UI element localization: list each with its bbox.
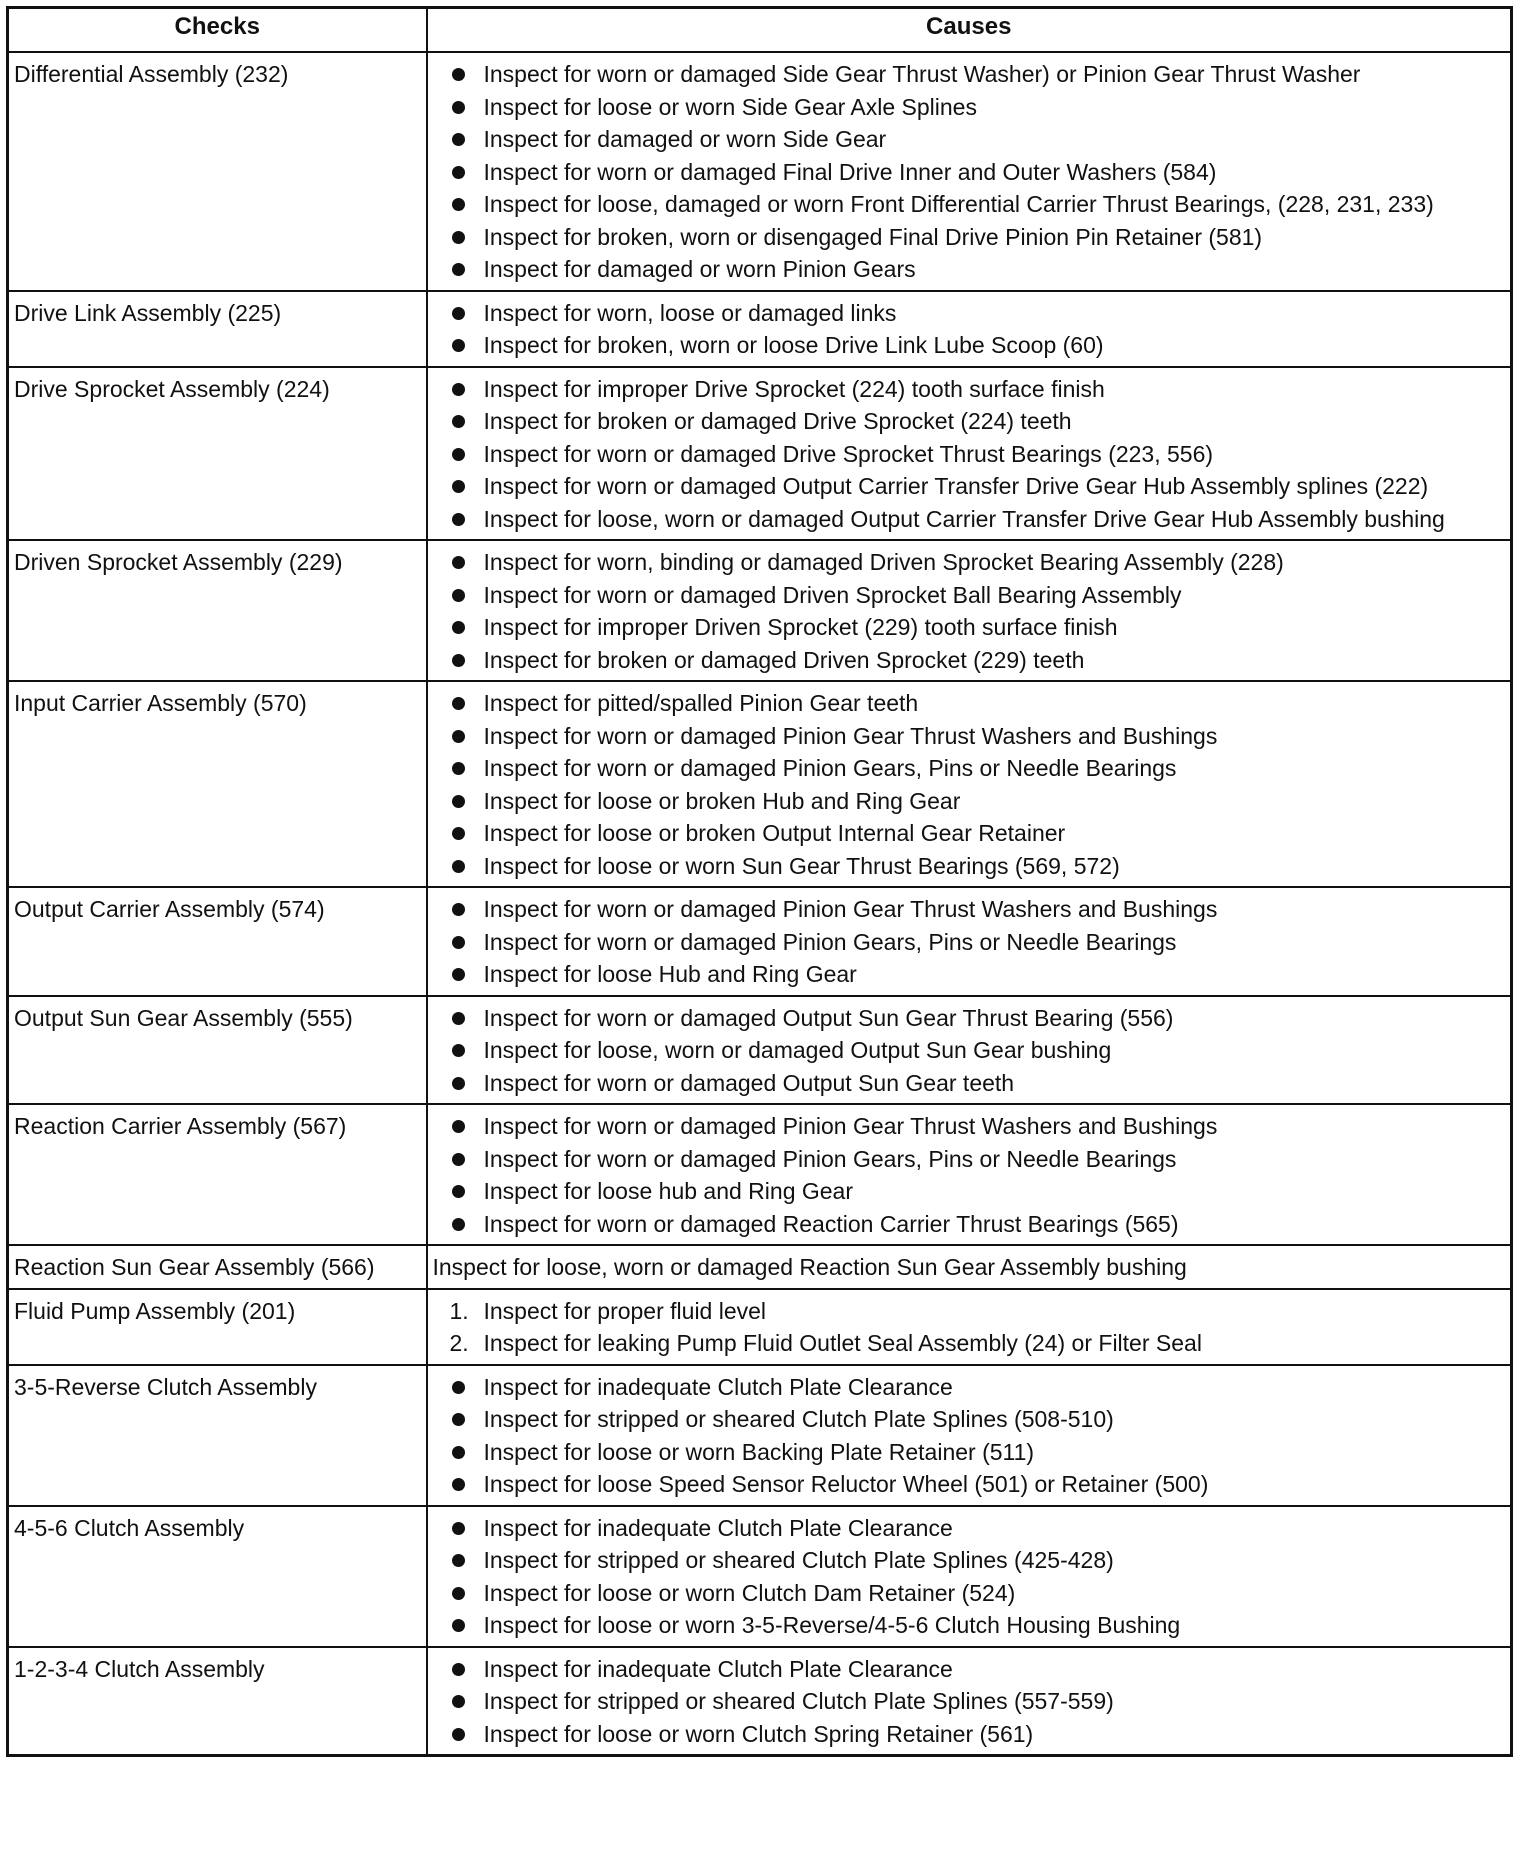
- cause-text: Inspect for worn or damaged Pinion Gears, Pins or Needle Bearings: [483, 928, 1177, 955]
- list-item: [428, 1295, 1503, 1328]
- list-item: [428, 644, 1503, 677]
- list-number: 2.: [449, 1330, 469, 1356]
- causes-cell: [427, 1506, 1512, 1647]
- causes-cell: [427, 540, 1512, 681]
- check-cell: Reaction Sun Gear Assembly (566): [8, 1245, 427, 1289]
- cause-text: Inspect for worn or damaged Output Sun Gear Thrust Bearing (556): [483, 1004, 1174, 1031]
- list-item: [428, 1403, 1503, 1436]
- cause-text: Inspect for worn or damaged Output Carrier Transfer Drive Gear Hub Assembly splines (222): [483, 473, 1429, 499]
- cause-text: Inspect for loose, worn or damaged Output Carrier Transfer Drive Gear Hub Assembly bushing: [483, 505, 1445, 532]
- cause-text: Inspect for worn or damaged Side Gear Thrust Washer) or Pinion Gear Thrust Washer: [483, 61, 1361, 87]
- list-item: [428, 687, 1503, 720]
- list-item: [428, 253, 1503, 286]
- bullet-list: [428, 373, 1503, 536]
- cause-text: Inspect for loose or worn Side Gear Axle Splines: [483, 93, 977, 120]
- table-row: [8, 540, 1512, 681]
- cause-text: Inspect for loose or broken Hub and Ring Gear: [483, 787, 961, 814]
- cause-text: Inspect for broken, worn or disengaged Final Drive Pinion Pin Retainer (581): [483, 223, 1263, 250]
- table-row: [8, 291, 1512, 367]
- cause-text: Inspect for inadequate Clutch Plate Clearance: [483, 1514, 953, 1541]
- cause-text: Inspect for loose or worn Clutch Spring Retainer (561): [483, 1720, 1034, 1747]
- bullet-list: [428, 1002, 1503, 1100]
- list-item: [428, 1718, 1503, 1751]
- list-item: [428, 958, 1503, 991]
- cause-text: Inspect for loose or worn 3-5-Reverse/4-5-6 Clutch Housing Bushing: [483, 1612, 1181, 1638]
- check-cell: Driven Sprocket Assembly (229): [8, 540, 427, 681]
- list-item: [428, 850, 1503, 883]
- table-row: [8, 367, 1512, 541]
- bullet-list: [428, 546, 1503, 676]
- cause-text: Inspect for loose or worn Clutch Dam Retainer (524): [483, 1579, 1016, 1606]
- causes-cell: [427, 1104, 1512, 1245]
- causes-cell: [427, 996, 1512, 1105]
- check-cell: Drive Link Assembly (225): [8, 291, 427, 367]
- causes-cell: [427, 1245, 1512, 1289]
- causes-cell: [427, 52, 1512, 291]
- list-item: [428, 156, 1503, 189]
- causes-cell: [427, 367, 1512, 541]
- cause-text: Inspect for loose or worn Backing Plate Retainer (511): [483, 1438, 1035, 1465]
- list-item: [428, 1653, 1503, 1686]
- checks-header: Checks: [8, 8, 427, 53]
- list-item: [428, 1067, 1503, 1100]
- cause-text: Inspect for worn or damaged Output Sun Gear teeth: [483, 1069, 1015, 1096]
- list-item: [428, 1468, 1503, 1501]
- cause-text: Inspect for damaged or worn Pinion Gears: [483, 256, 916, 282]
- list-item: [428, 1327, 1503, 1360]
- table-row: [8, 996, 1512, 1105]
- list-item: [428, 926, 1503, 959]
- bullet-list: [428, 1512, 1503, 1642]
- cause-text: Inspect for loose Speed Sensor Reluctor Wheel (501) or Retainer (500): [483, 1471, 1209, 1497]
- list-item: [428, 1110, 1503, 1143]
- table-row: [8, 1506, 1512, 1647]
- causes-cell: [427, 887, 1512, 996]
- causes-cell: [427, 291, 1512, 367]
- list-item: [428, 579, 1503, 612]
- list-item: [428, 1609, 1503, 1642]
- list-item: [428, 1175, 1503, 1208]
- list-item: [428, 1034, 1503, 1067]
- bullet-list: [428, 893, 1503, 991]
- cause-text: Inspect for stripped or sheared Clutch Plate Splines (557-559): [483, 1688, 1114, 1714]
- cause-text: Inspect for improper Driven Sprocket (229) tooth surface finish: [483, 614, 1118, 640]
- table-row: [8, 52, 1512, 291]
- list-item: [428, 1436, 1503, 1469]
- list-item: [428, 752, 1503, 785]
- list-item: [428, 405, 1503, 438]
- cause-text: Inspect for loose Hub and Ring Gear: [483, 961, 857, 987]
- check-cell: Drive Sprocket Assembly (224): [8, 367, 427, 541]
- list-item: [428, 1577, 1503, 1610]
- list-item: [428, 438, 1503, 471]
- cause-text: Inspect for worn or damaged Pinion Gears, Pins or Needle Bearings: [483, 1145, 1177, 1172]
- bullet-list: [428, 687, 1503, 882]
- table-row: [8, 681, 1512, 887]
- bullet-list: [428, 58, 1503, 286]
- cause-text: Inspect for loose, worn or damaged Output Sun Gear bushing: [483, 1037, 1112, 1063]
- list-item: [428, 1544, 1503, 1577]
- table-row: [8, 1104, 1512, 1245]
- check-cell: Output Carrier Assembly (574): [8, 887, 427, 996]
- list-item: [428, 893, 1503, 926]
- bullet-list: [428, 1653, 1503, 1751]
- cause-text: Inspect for pitted/spalled Pinion Gear teeth: [483, 690, 919, 716]
- check-cell: Reaction Carrier Assembly (567): [8, 1104, 427, 1245]
- table-row: [8, 1365, 1512, 1506]
- cause-text: Inspect for worn, binding or damaged Driven Sprocket Bearing Assembly (228): [483, 549, 1284, 575]
- list-item: [428, 91, 1503, 124]
- cause-text: Inspect for leaking Pump Fluid Outlet Seal Assembly (24) or Filter Seal: [483, 1330, 1202, 1356]
- cause-text: Inspect for worn, loose or damaged links: [483, 299, 897, 326]
- list-item: [428, 1208, 1503, 1241]
- header-row: [8, 8, 1512, 53]
- list-item: [428, 546, 1503, 579]
- list-item: [428, 1143, 1503, 1176]
- list-item: [428, 329, 1503, 362]
- list-number: 1.: [449, 1297, 469, 1324]
- cause-text: Inspect for inadequate Clutch Plate Clearance: [483, 1373, 953, 1400]
- list-item: [428, 1002, 1503, 1035]
- cause-text: Inspect for inadequate Clutch Plate Clearance: [483, 1655, 953, 1682]
- cause-text: Inspect for loose, damaged or worn Front Differential Carrier Thrust Bearings, (228, 231, 233): [483, 191, 1434, 217]
- cause-text: Inspect for worn or damaged Pinion Gear Thrust Washers and Bushings: [483, 896, 1218, 922]
- list-item: [428, 1371, 1503, 1404]
- cause-text: Inspect for damaged or worn Side Gear: [483, 126, 887, 152]
- list-item: [428, 373, 1503, 406]
- causes-cell: [427, 1365, 1512, 1506]
- cause-text: Inspect for loose or worn Sun Gear Thrust Bearings (569, 572): [483, 852, 1120, 879]
- cause-text: Inspect for broken or damaged Drive Sprocket (224) teeth: [483, 408, 1072, 434]
- cause-text: Inspect for worn or damaged Reaction Carrier Thrust Bearings (565): [483, 1210, 1179, 1237]
- causes-cell: [427, 681, 1512, 887]
- list-item: [428, 123, 1503, 156]
- check-cell: Input Carrier Assembly (570): [8, 681, 427, 887]
- cause-text: Inspect for worn or damaged Final Drive Inner and Outer Washers (584): [483, 158, 1217, 185]
- check-cell: 3-5-Reverse Clutch Assembly: [8, 1365, 427, 1506]
- list-item: [428, 1512, 1503, 1545]
- diagnostic-table: [6, 6, 1513, 1757]
- cause-text: Inspect for broken or damaged Driven Sprocket (229) teeth: [483, 646, 1085, 673]
- check-cell: Differential Assembly (232): [8, 52, 427, 291]
- cause-text: Inspect for worn or damaged Pinion Gears, Pins or Needle Bearings: [483, 755, 1177, 781]
- list-item: [428, 297, 1503, 330]
- cause-text: Inspect for stripped or sheared Clutch Plate Splines (508-510): [483, 1406, 1114, 1432]
- list-item: [428, 503, 1503, 536]
- table-row: [8, 1245, 1512, 1289]
- numbered-list: [428, 1295, 1503, 1360]
- bullet-list: [428, 1371, 1503, 1501]
- list-item: [428, 470, 1503, 503]
- cause-text: Inspect for stripped or sheared Clutch Plate Splines (425-428): [483, 1547, 1114, 1573]
- bullet-list: [428, 1110, 1503, 1240]
- list-item: [428, 1685, 1503, 1718]
- list-item: [428, 221, 1503, 254]
- table-row: [8, 1289, 1512, 1365]
- list-item: [428, 611, 1503, 644]
- list-item: [428, 785, 1503, 818]
- causes-header: Causes: [427, 8, 1512, 53]
- cause-text: Inspect for loose or broken Output Internal Gear Retainer: [483, 820, 1066, 846]
- cause-text: Inspect for improper Drive Sprocket (224) tooth surface finish: [483, 375, 1105, 402]
- page: [6, 6, 1516, 1757]
- causes-cell: [427, 1647, 1512, 1756]
- bullet-list: [428, 297, 1503, 362]
- check-cell: 1-2-3-4 Clutch Assembly: [8, 1647, 427, 1756]
- cause-text: Inspect for worn or damaged Pinion Gear Thrust Washers and Bushings: [483, 722, 1218, 749]
- list-item: [428, 817, 1503, 850]
- table-body: [8, 52, 1512, 1756]
- list-item: [428, 188, 1503, 221]
- table-row: [8, 1647, 1512, 1756]
- cause-text: Inspect for worn or damaged Drive Sprocket Thrust Bearings (223, 556): [483, 440, 1214, 467]
- cause-text: Inspect for worn or damaged Pinion Gear Thrust Washers and Bushings: [483, 1113, 1218, 1139]
- causes-cell: [427, 1289, 1512, 1365]
- check-cell: 4-5-6 Clutch Assembly: [8, 1506, 427, 1647]
- check-cell: Output Sun Gear Assembly (555): [8, 996, 427, 1105]
- cause-text: Inspect for loose hub and Ring Gear: [483, 1178, 854, 1204]
- check-cell: Fluid Pump Assembly (201): [8, 1289, 427, 1365]
- list-item: [428, 720, 1503, 753]
- list-item: [428, 58, 1503, 91]
- cause-text: Inspect for loose, worn or damaged Reaction Sun Gear Assembly bushing: [432, 1254, 1187, 1280]
- cause-text: Inspect for worn or damaged Driven Sprocket Ball Bearing Assembly: [483, 581, 1182, 608]
- cause-text: Inspect for proper fluid level: [483, 1297, 767, 1324]
- table-row: [8, 887, 1512, 996]
- cause-text: Inspect for broken, worn or loose Drive Link Lube Scoop (60): [483, 332, 1104, 358]
